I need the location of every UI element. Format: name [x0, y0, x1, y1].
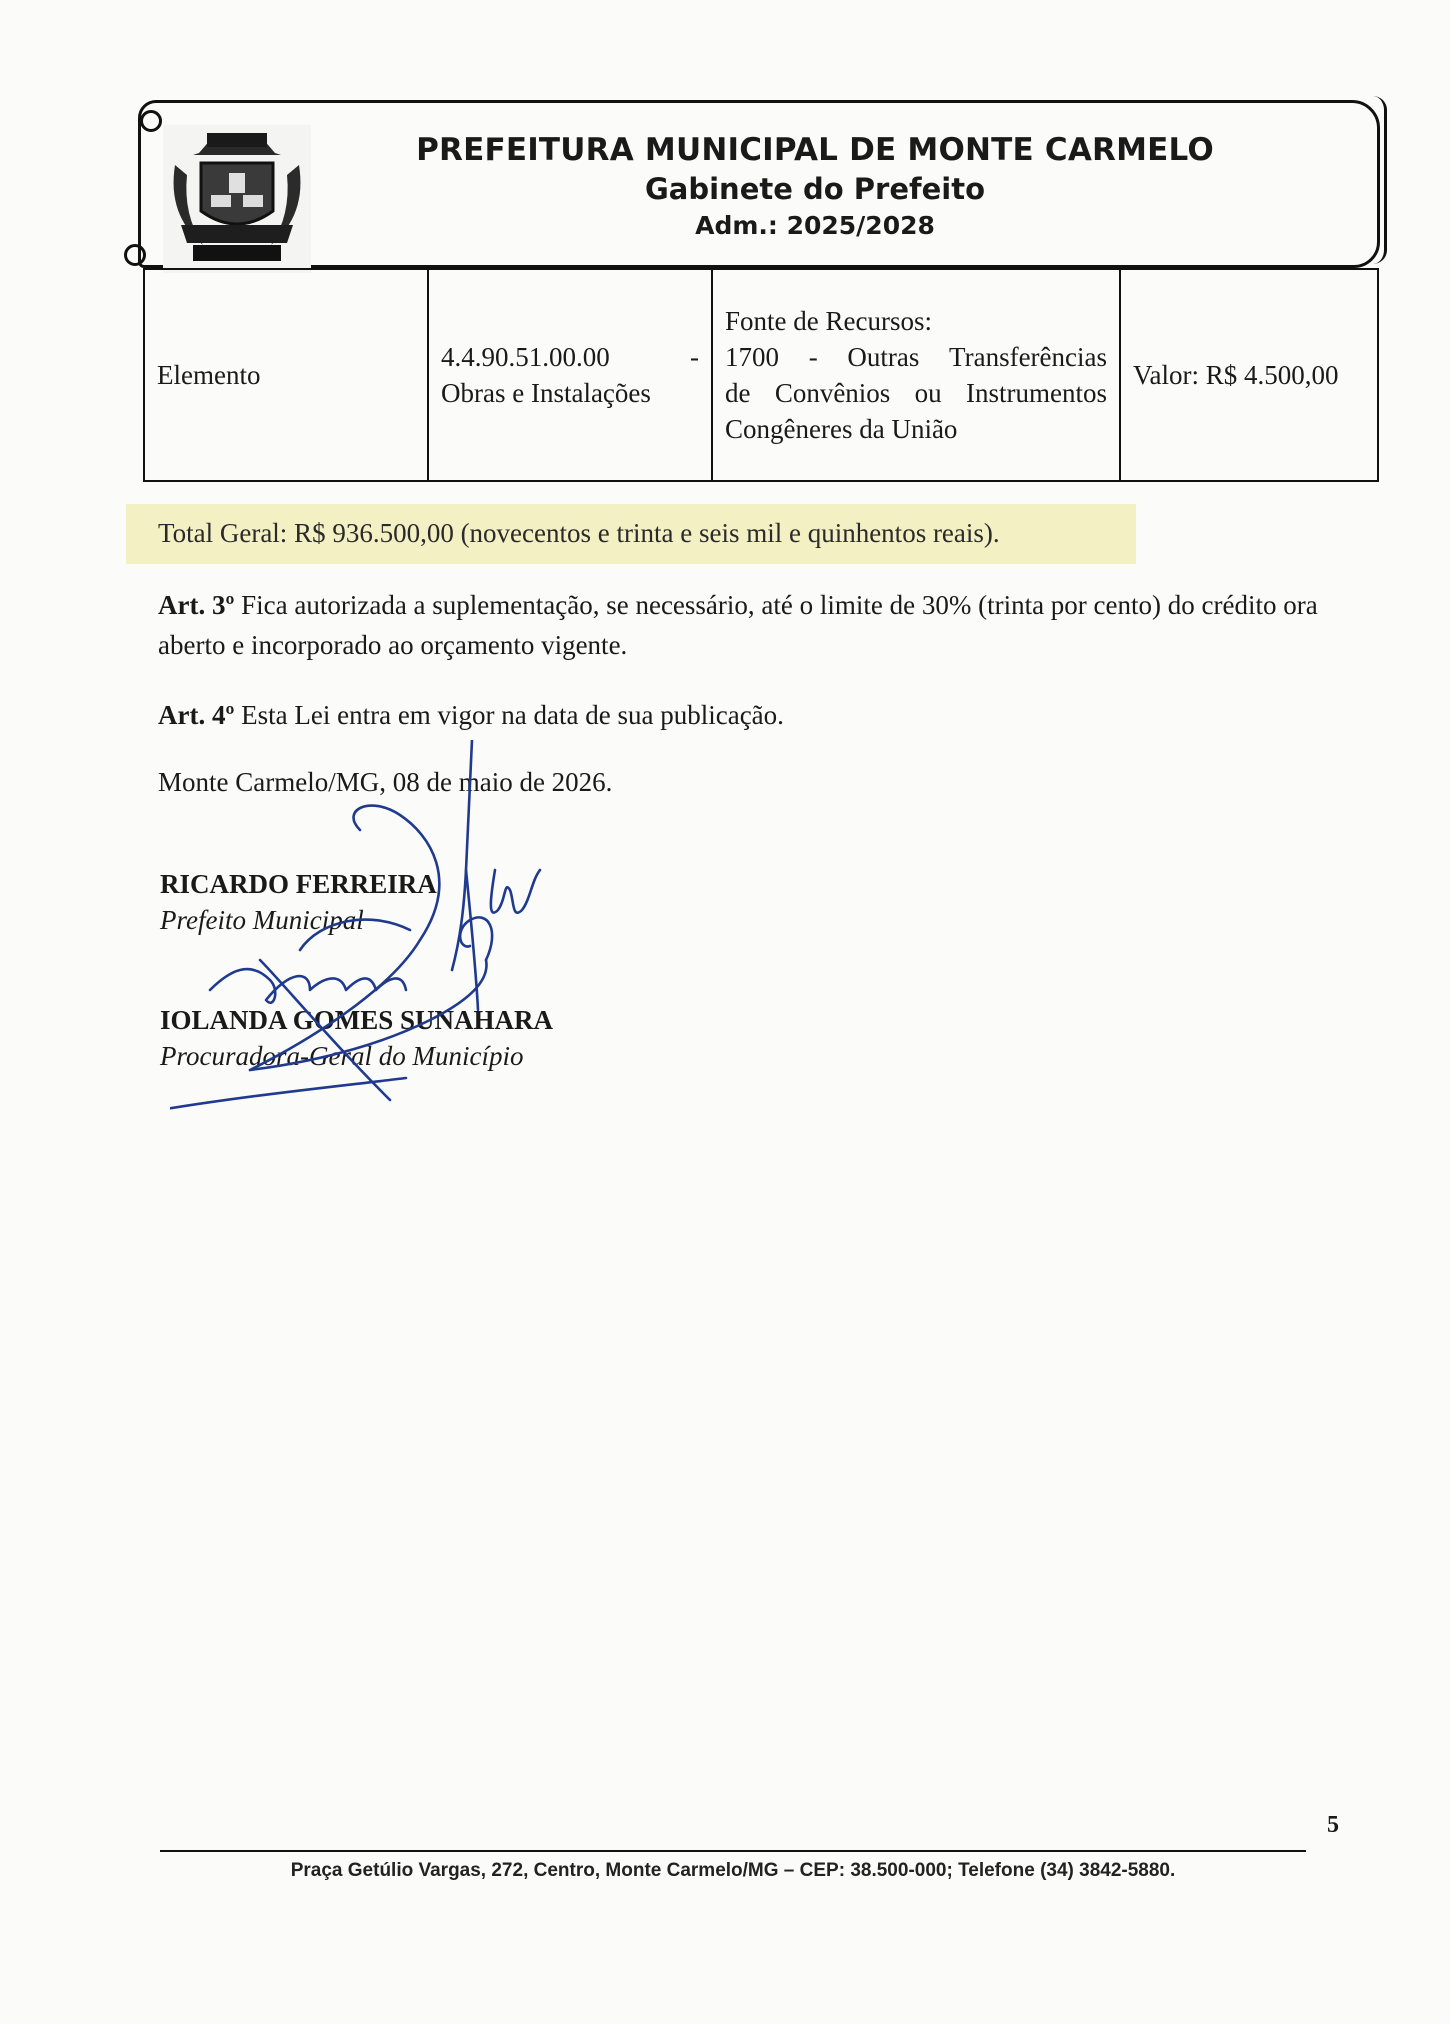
header-title: PREFEITURA MUNICIPAL DE MONTE CARMELO — [416, 132, 1214, 168]
budget-table — [143, 268, 1379, 482]
source-word: - — [808, 342, 818, 372]
value-cell — [1120, 269, 1378, 481]
signatory-name: RICARDO FERREIRA — [160, 869, 437, 899]
scroll-curl-bottom — [124, 244, 146, 266]
article-3 — [158, 585, 1368, 665]
letterhead — [310, 130, 1320, 244]
source-word: ou — [914, 378, 942, 408]
table-row — [144, 269, 1378, 481]
page-number: 5 — [1327, 1812, 1339, 1838]
signatory-role: Prefeito Municipal — [160, 905, 364, 935]
signatory-name: IOLANDA GOMES SUNAHARA — [160, 1005, 554, 1035]
element-label: Elemento — [157, 360, 261, 390]
element-code-cell — [428, 269, 712, 481]
total-highlight — [126, 504, 1136, 564]
article-4-text: Esta Lei entra em vigor na data de sua publicação. — [241, 700, 784, 730]
date-line: Monte Carmelo/MG, 08 de maio de 2026. — [158, 767, 613, 797]
header-subtitle: Gabinete do Prefeito — [644, 172, 986, 206]
source-title: Fonte de Recursos: — [725, 306, 932, 336]
element-description: Obras e Instalações — [441, 378, 651, 408]
scroll-curl-right — [1370, 96, 1387, 264]
value-amount: Valor: R$ 4.500,00 — [1133, 360, 1339, 390]
signatory-role: Procuradora-Geral do Município — [160, 1041, 524, 1071]
signature-icon — [170, 740, 600, 1120]
source-word: Convênios — [774, 378, 891, 408]
source-word: Outras — [847, 342, 920, 372]
header-administration: Adm.: 2025/2028 — [695, 211, 935, 240]
element-code: 4.4.90.51.00.00 — [441, 342, 610, 372]
footer-address: Praça Getúlio Vargas, 272, Centro, Monte Carmelo/MG – CEP: 38.500-000; Telefone (34) 3842-5880. — [290, 1860, 1176, 1881]
scroll-curl-top — [140, 110, 162, 132]
article-4 — [158, 695, 1368, 735]
source-word: Transferências — [949, 342, 1107, 372]
source-cell — [712, 269, 1120, 481]
article-3-label: Art. 3º — [158, 590, 235, 620]
footer-divider — [160, 1850, 1306, 1852]
article-4-label: Art. 4º — [158, 700, 235, 730]
element-code-dash: - — [690, 342, 699, 372]
crest-icon — [163, 125, 311, 273]
element-label-cell — [144, 269, 428, 481]
source-word: 1700 — [725, 342, 779, 372]
total-text: Total Geral: R$ 936.500,00 (novecentos e trinta e seis mil e quinhentos reais). — [158, 518, 1000, 548]
source-word: Instrumentos — [965, 378, 1107, 408]
source-word: de — [725, 378, 751, 408]
source-line: Congêneres da União — [725, 414, 958, 444]
article-3-text: Fica autorizada a suplementação, se necessário, até o limite de 30% (trinta por cento) do crédito ora aberto e incorporado ao orçamento vigente. — [158, 590, 1318, 660]
